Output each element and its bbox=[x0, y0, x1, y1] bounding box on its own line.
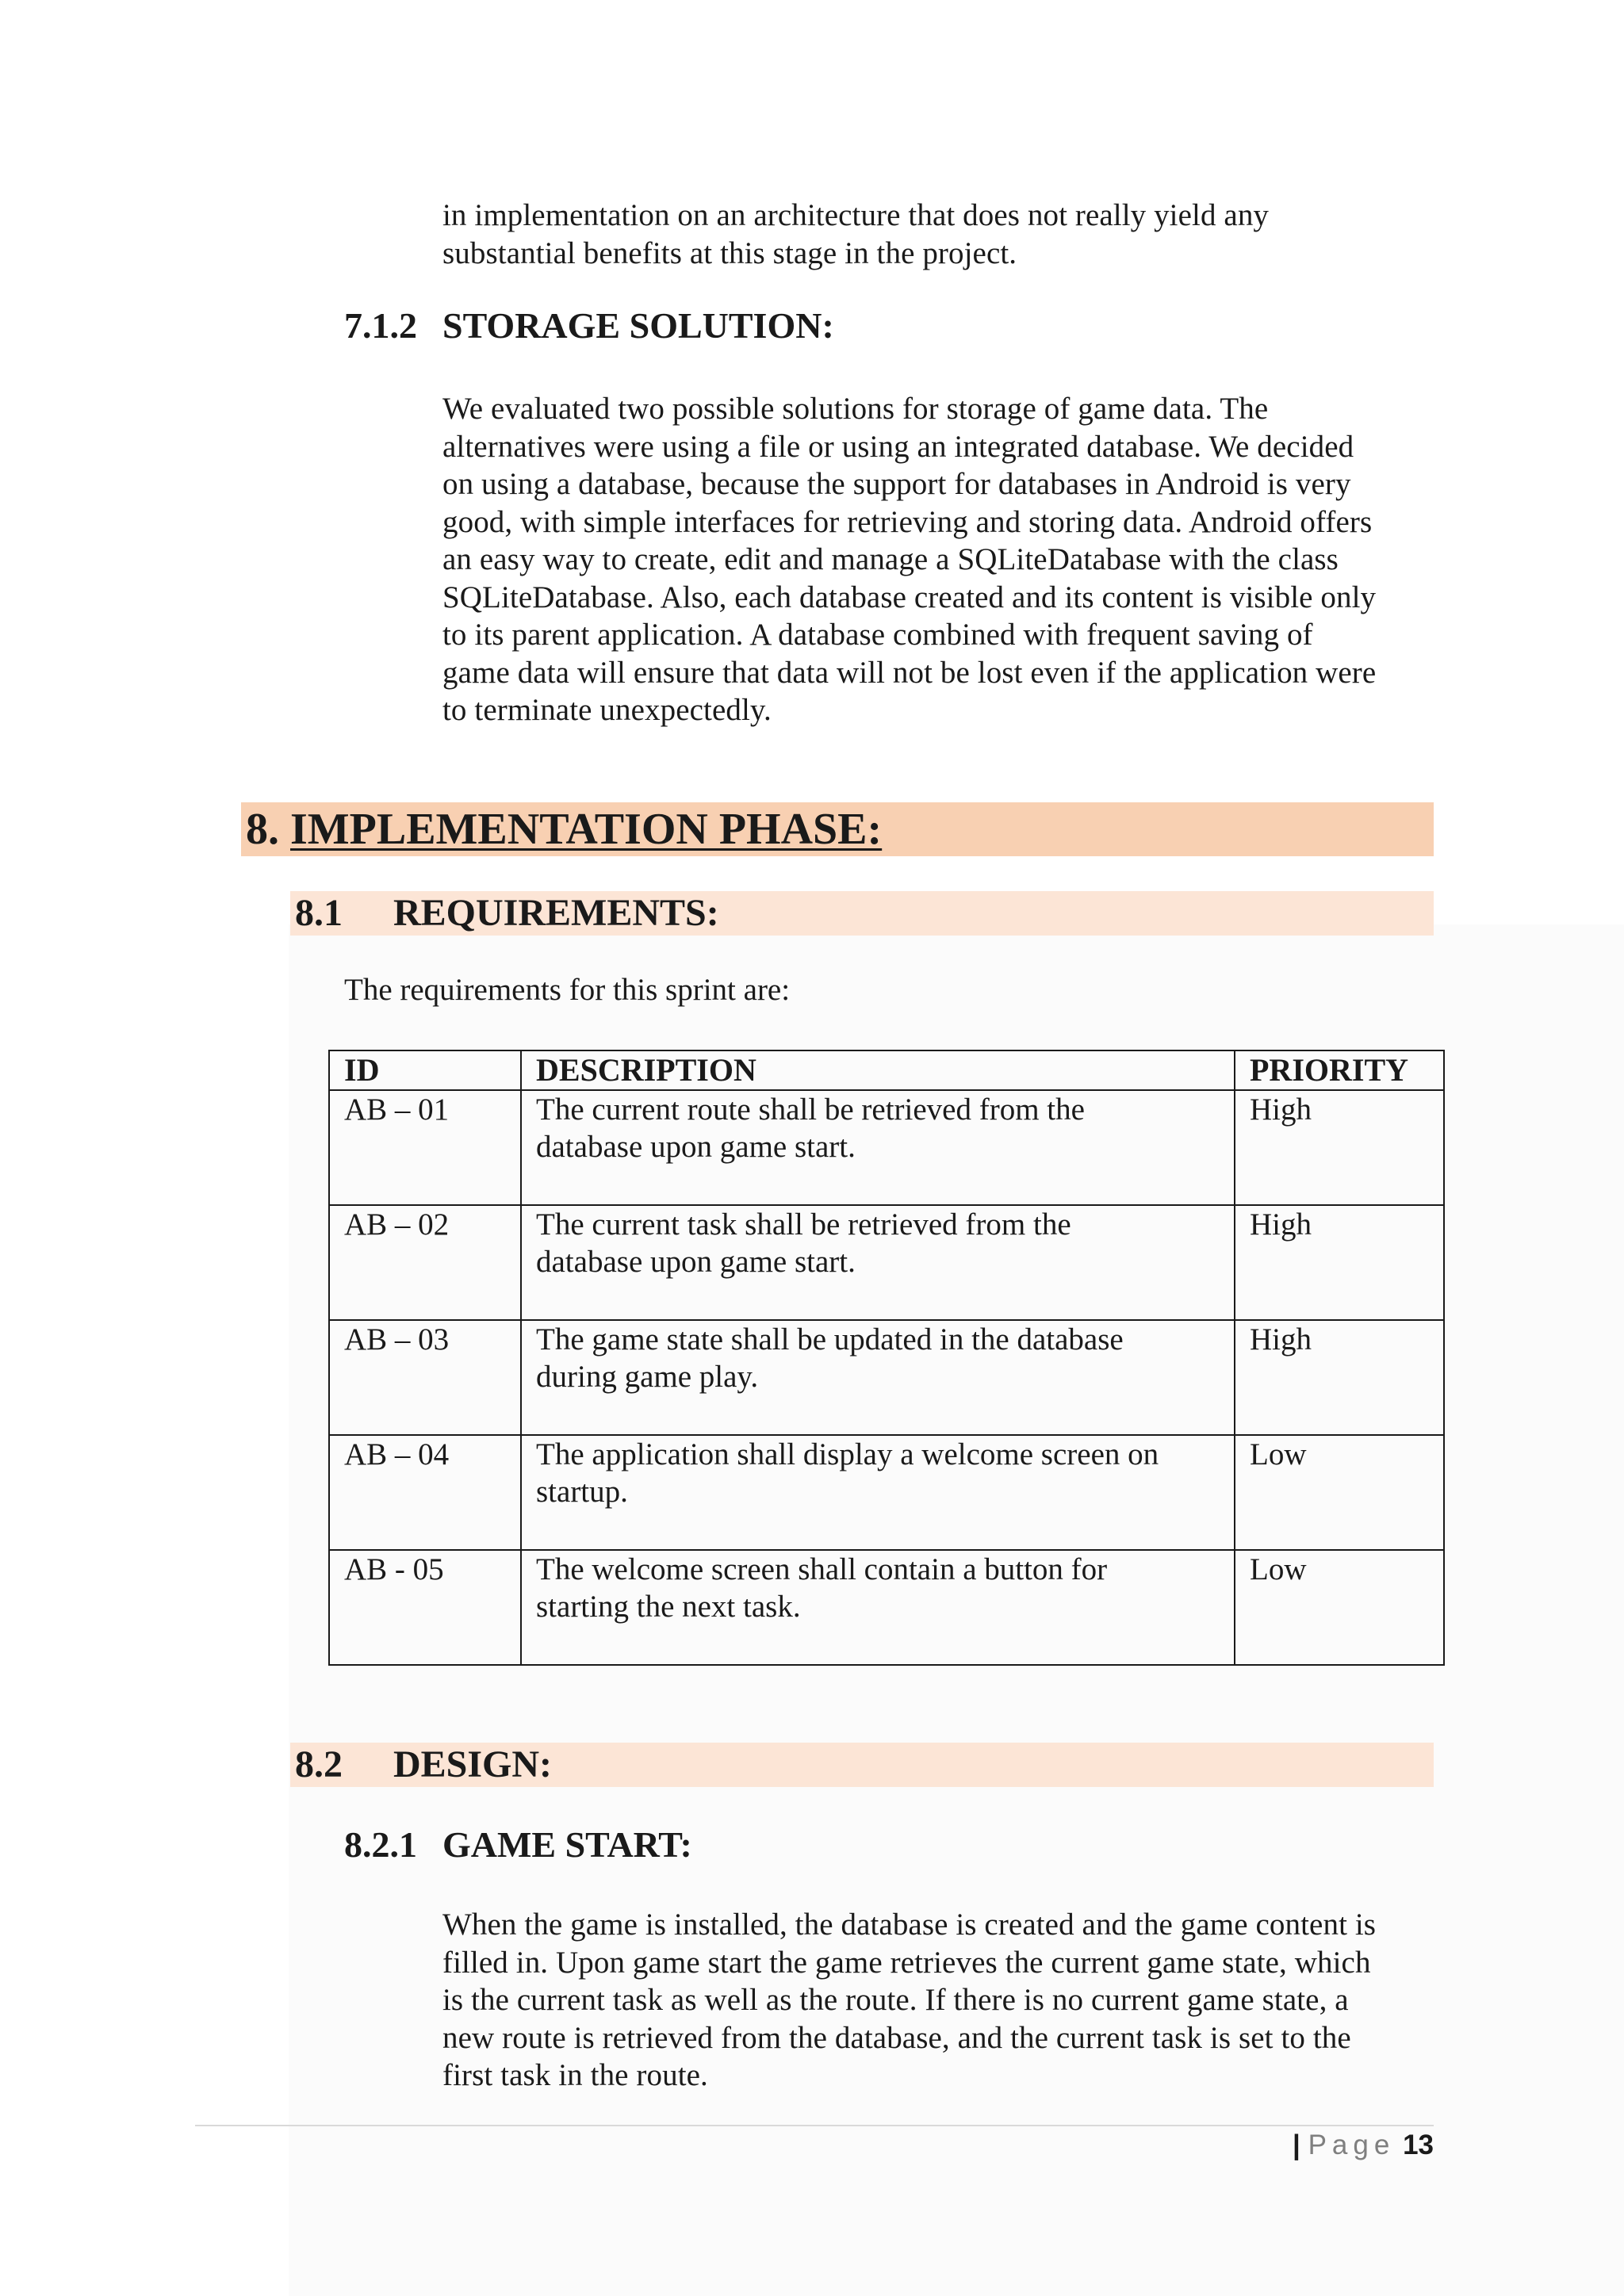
game-start-paragraph bbox=[442, 1906, 1426, 2095]
text-line: When the game is installed, the database is created and the game content is bbox=[442, 1908, 1377, 1942]
heading-game-start bbox=[344, 1823, 692, 1866]
description-line: The current task shall be retrieved from the bbox=[536, 1207, 1071, 1242]
description-line: The application shall display a welcome screen on bbox=[536, 1437, 1159, 1471]
heading-requirements bbox=[295, 891, 719, 936]
cell-priority: Low bbox=[1235, 1550, 1444, 1665]
footer-bar: | bbox=[1293, 2130, 1300, 2160]
heading-design bbox=[295, 1743, 552, 1787]
cell-description bbox=[521, 1550, 1235, 1665]
cell-id: AB – 03 bbox=[329, 1320, 521, 1435]
table-row bbox=[329, 1320, 1444, 1435]
section-number: 8.1 bbox=[295, 892, 343, 934]
cell-id: AB – 04 bbox=[329, 1435, 521, 1550]
cell-priority: Low bbox=[1235, 1435, 1444, 1550]
section-title: REQUIREMENTS: bbox=[393, 892, 719, 934]
text-line: in implementation on an architecture that does not really yield any bbox=[442, 198, 1270, 232]
page-label: Page bbox=[1308, 2130, 1396, 2160]
description-line: database upon game start. bbox=[536, 1130, 856, 1164]
description-line: during game play. bbox=[536, 1360, 759, 1394]
text-line: SQLiteDatabase. Also, each database created and its content is visible only bbox=[442, 580, 1377, 614]
text-line: filled in. Upon game start the game retrieves the current game state, which bbox=[442, 1945, 1371, 1980]
description-line: startup. bbox=[536, 1475, 628, 1509]
table-row bbox=[329, 1550, 1444, 1665]
table-row bbox=[329, 1090, 1444, 1205]
cell-description bbox=[521, 1320, 1235, 1435]
text-line: first task in the route. bbox=[442, 2058, 708, 2092]
column-header-priority: PRIORITY bbox=[1235, 1050, 1444, 1090]
heading-implementation-phase bbox=[246, 802, 882, 856]
text-line: alternatives were using a file or using an integrated database. We decided bbox=[442, 429, 1354, 464]
text-line: We evaluated two possible solutions for storage of game data. The bbox=[442, 392, 1269, 426]
section-number: 7.1.2 bbox=[344, 305, 417, 346]
section-number: 8.2 bbox=[295, 1743, 343, 1785]
description-line: starting the next task. bbox=[536, 1590, 801, 1624]
cell-description bbox=[521, 1435, 1235, 1550]
requirements-table bbox=[328, 1050, 1445, 1666]
section-title: GAME START: bbox=[442, 1824, 692, 1865]
section-title: IMPLEMENTATION PHASE: bbox=[290, 805, 883, 854]
section-title: DESIGN: bbox=[393, 1743, 553, 1785]
cell-description bbox=[521, 1090, 1235, 1205]
text-line: on using a database, because the support for databases in Android is very bbox=[442, 467, 1351, 501]
storage-solution-paragraph bbox=[442, 390, 1426, 729]
text-line: to terminate unexpectedly. bbox=[442, 693, 772, 727]
cell-priority: High bbox=[1235, 1090, 1444, 1205]
cell-priority: High bbox=[1235, 1205, 1444, 1320]
cell-priority: High bbox=[1235, 1320, 1444, 1435]
requirements-intro: The requirements for this sprint are: bbox=[344, 973, 791, 1007]
text-line: new route is retrieved from the database, and the current task is set to the bbox=[442, 2020, 1351, 2055]
column-header-description: DESCRIPTION bbox=[521, 1050, 1235, 1090]
description-line: The current route shall be retrieved from the bbox=[536, 1092, 1085, 1127]
description-line: The game state shall be updated in the database bbox=[536, 1322, 1124, 1357]
description-line: The welcome screen shall contain a button for bbox=[536, 1552, 1108, 1586]
table-header-row bbox=[329, 1050, 1444, 1090]
table-row bbox=[329, 1435, 1444, 1550]
section-number: 8.2.1 bbox=[344, 1824, 417, 1865]
description-line: database upon game start. bbox=[536, 1245, 856, 1279]
heading-storage-solution bbox=[344, 304, 834, 346]
cell-id: AB – 01 bbox=[329, 1090, 521, 1205]
cell-id: AB – 02 bbox=[329, 1205, 521, 1320]
column-header-id: ID bbox=[329, 1050, 521, 1090]
table-row bbox=[329, 1205, 1444, 1320]
section-title: STORAGE SOLUTION: bbox=[442, 305, 834, 346]
page-footer bbox=[1293, 2130, 1434, 2161]
cell-description bbox=[521, 1205, 1235, 1320]
text-line: substantial benefits at this stage in the project. bbox=[442, 235, 1017, 270]
text-line: is the current task as well as the route. If there is no current game state, a bbox=[442, 1983, 1349, 2017]
footer-divider bbox=[195, 2125, 1434, 2126]
text-line: to its parent application. A database combined with frequent saving of bbox=[442, 618, 1313, 652]
text-line: good, with simple interfaces for retrieving and storing data. Android offers bbox=[442, 504, 1373, 539]
page-number: 13 bbox=[1403, 2130, 1434, 2160]
continuation-paragraph bbox=[442, 197, 1426, 272]
text-line: an easy way to create, edit and manage a SQLiteDatabase with the class bbox=[442, 542, 1339, 576]
cell-id: AB - 05 bbox=[329, 1550, 521, 1665]
text-line: game data will ensure that data will not be lost even if the application were bbox=[442, 655, 1377, 690]
section-number: 8. bbox=[246, 805, 279, 854]
